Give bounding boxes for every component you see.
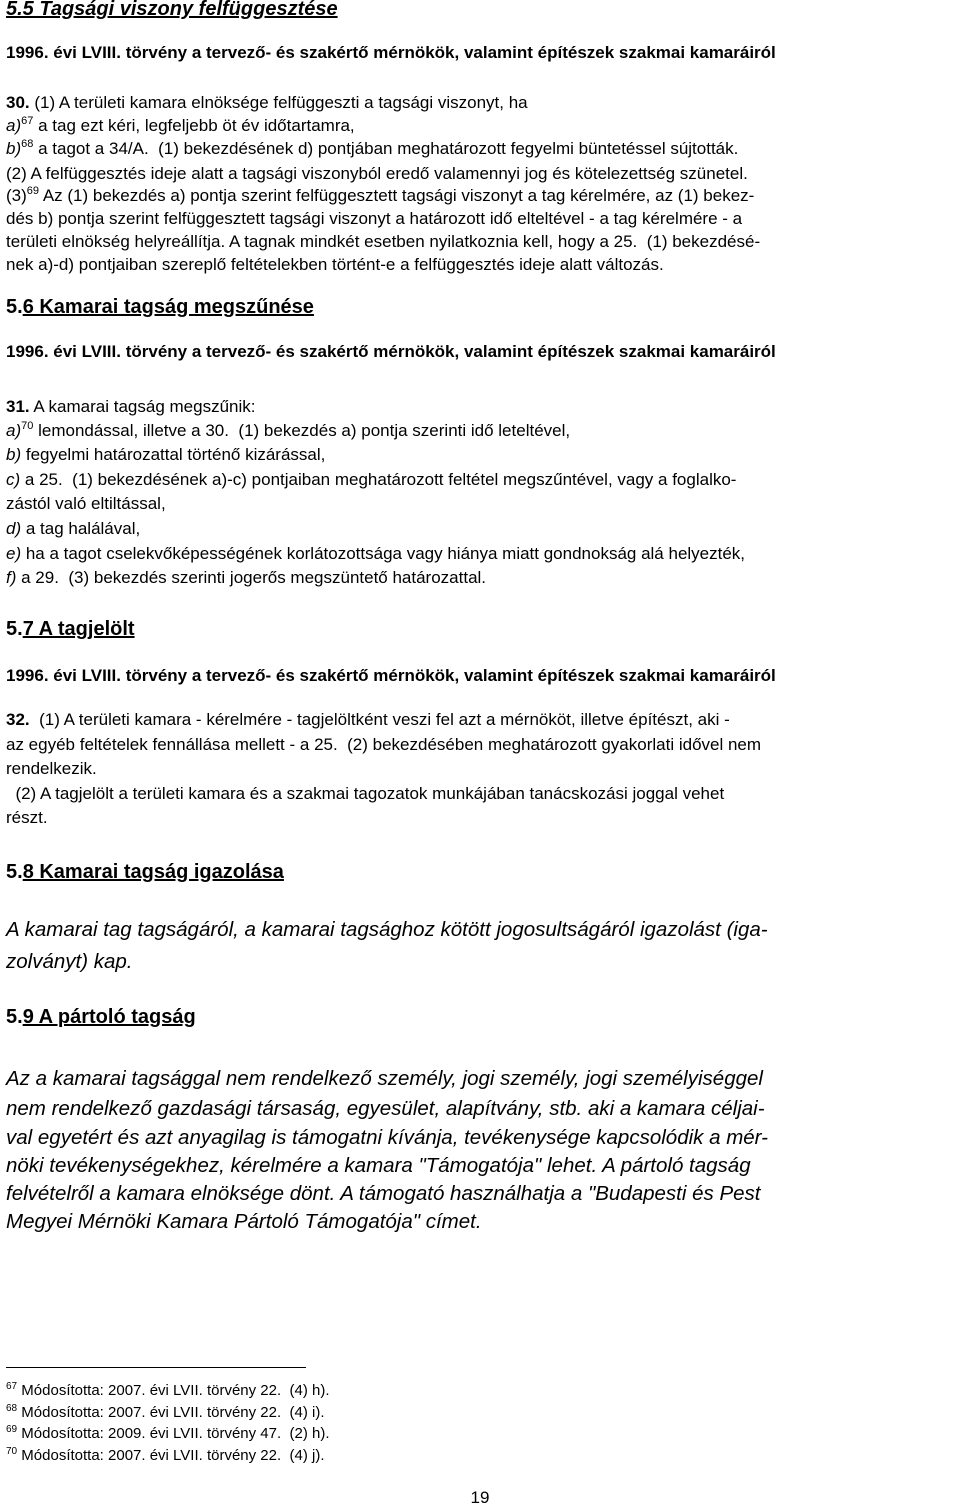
- paragraph-32-line4: (2) A tagjelölt a területi kamara és a szakmai tagozatok munkájában tanácskozási joggal vehet: [6, 784, 725, 803]
- item-text: fegyelmi határozattal történő kizárással,: [21, 445, 326, 464]
- law-citation: 1996. évi LVIII. törvény a tervező- és szakértő mérnökök, valamint építészek szakmai kamaráiról: [6, 342, 776, 361]
- section-num: 5.: [6, 1006, 23, 1028]
- item-text: a tag halálával,: [21, 519, 141, 538]
- section-5-9-line4: nöki tevékenységekhez, kérelmére a kamara "Támogatója" lehet. A pártoló tagság: [6, 1154, 751, 1177]
- paragraph-32-line5: részt.: [6, 808, 48, 827]
- paragraph-text: (1) A területi kamara elnöksége felfüggeszti a tagsági viszonyt, ha: [29, 93, 528, 112]
- item-text: a tag ezt kéri, legfeljebb öt év időtartamra,: [33, 116, 355, 135]
- footnote-ref[interactable]: 70: [21, 420, 34, 432]
- section-5-9-line1: Az a kamarai tagsággal nem rendelkező személy, jogi személy, jogi személyiséggel: [6, 1067, 763, 1090]
- list-item-c-cont: zástól való eltiltással,: [6, 494, 166, 513]
- section-num: 5.: [6, 861, 23, 883]
- page-number: 19: [470, 1488, 490, 1507]
- item-label: e): [6, 544, 22, 563]
- paragraph-number: 30.: [6, 93, 30, 112]
- section-title: 6 Kamarai tagság megszűnése: [22, 296, 314, 318]
- item-label: b): [6, 445, 22, 464]
- item-text: a 25. (1) bekezdésének a)-c) pontjaiban meghatározott feltétel megszűntével, vagy a foglalko-: [20, 470, 737, 489]
- paragraph-text: (1) A területi kamara - kérelmére - tagjelöltként veszi fel azt a mérnököt, illetve építészt, aki -: [29, 710, 730, 729]
- paragraph-text: A kamarai tagság megszűnik:: [29, 397, 256, 416]
- section-5-8-line1: A kamarai tag tagságáról, a kamarai tagsághoz kötött jogosultságáról igazolást (iga-: [6, 918, 768, 941]
- footnote-ref[interactable]: 67: [21, 115, 34, 127]
- item-text: ha a tagot cselekvőképességének korlátozottsága vagy hiánya miatt gondnokság alá helyezték,: [21, 544, 746, 563]
- law-citation: 1996. évi LVIII. törvény a tervező- és szakértő mérnökök, valamint építészek szakmai kamaráiról: [6, 666, 776, 685]
- section-5-9-line2: nem rendelkező gazdasági társaság, egyesület, alapítvány, stb. aki a kamara céljai-: [6, 1097, 765, 1120]
- footnote-text: Módosította: 2007. évi LVII. törvény 22. (4) j).: [17, 1447, 325, 1464]
- paragraph-30-2: (2) A felfüggesztés ideje alatt a tagsági viszonyból eredő valamennyi jog és kötelezettség szünetel.: [6, 164, 748, 183]
- para-text: Az (1) bekezdés a) pontja szerint felfüggesztett tagsági viszonyt a tag kérelmére, az (1) bekez-: [39, 186, 755, 205]
- section-5-7-heading: [6, 618, 954, 640]
- footnote-number: 68: [6, 1403, 18, 1414]
- paragraph-32-line2: az egyéb feltételek fennállása mellett - a 25. (2) bekezdésében meghatározott gyakorlati idővel nem: [6, 735, 762, 754]
- footnote-ref[interactable]: 68: [21, 138, 34, 150]
- paragraph-number: 31.: [6, 397, 30, 416]
- item-label: f): [6, 568, 17, 587]
- footnote-number: 70: [6, 1446, 18, 1457]
- section-5-9-line5: felvételről a kamara elnöksége dönt. A támogató használhatja a "Budapesti és Pest: [6, 1182, 761, 1205]
- item-text: lemondással, illetve a 30. (1) bekezdés a) pontja szerinti idő leteltével,: [33, 421, 571, 440]
- paragraph-30-intro: [6, 92, 954, 114]
- law-citation: 1996. évi LVIII. törvény a tervező- és szakértő mérnökök, valamint építészek szakmai kamaráiról: [6, 43, 776, 62]
- paragraph-30-3-line3: területi elnökség helyreállítja. A tagnak mindkét esetben nyilatkoznia kell, hogy a 25. (1) bekezdésé-: [6, 232, 761, 251]
- list-item-a: [6, 420, 954, 442]
- section-title: 7 A tagjelölt: [22, 618, 135, 640]
- item-text: a tagot a 34/A. (1) bekezdésének d) pontjában meghatározott fegyelmi büntetéssel sújtották.: [33, 139, 739, 158]
- list-item-e: [6, 543, 954, 565]
- item-label: b): [6, 139, 22, 158]
- paragraph-32-line3: rendelkezik.: [6, 759, 97, 778]
- footnote-68: [6, 1404, 325, 1422]
- list-item-f: [6, 567, 954, 589]
- section-title: 9 A pártoló tagság: [22, 1006, 196, 1028]
- item-label: d): [6, 519, 22, 538]
- section-5-9-heading: [6, 1006, 954, 1028]
- footnote-text: Módosította: 2007. évi LVII. törvény 22. (4) i).: [17, 1404, 325, 1421]
- para-num: (3): [6, 186, 27, 205]
- section-num: 5.: [6, 296, 23, 318]
- footnote-69: [6, 1425, 330, 1443]
- list-item-b: [6, 444, 954, 466]
- item-label: c): [6, 470, 21, 489]
- section-5-9-line3: val egyetért és azt anyagilag is támogatni kívánja, tevékenysége kapcsolódik a mér-: [6, 1126, 768, 1149]
- section-title: 8 Kamarai tagság igazolása: [22, 861, 284, 883]
- footnote-separator: [6, 1367, 306, 1368]
- footnote-ref[interactable]: 69: [26, 185, 40, 197]
- paragraph-30-3-line2: dés b) pontja szerint felfüggesztett tagsági viszonyt a határozott idő elteltével - a tag kérelmére - a: [6, 209, 743, 228]
- paragraph-32-line1: [6, 709, 954, 731]
- footnote-number: 69: [6, 1424, 18, 1435]
- footnote-text: Módosította: 2009. évi LVII. törvény 47. (2) h).: [17, 1425, 330, 1442]
- paragraph-30-3-line4: nek a)-d) pontjaiban szereplő feltételekben történt-e a felfüggesztés ideje alatt változás.: [6, 255, 664, 274]
- item-label: a): [6, 421, 22, 440]
- paragraph-31-intro: [6, 396, 954, 418]
- paragraph-30-3-line1: [6, 185, 954, 207]
- item-text: a 29. (3) bekezdés szerinti jogerős megszüntető határozattal.: [16, 568, 487, 587]
- footnote-text: Módosította: 2007. évi LVII. törvény 22. (4) h).: [17, 1382, 330, 1399]
- list-item-a: [6, 115, 954, 137]
- footnote-67: [6, 1382, 330, 1400]
- section-5-9-line6: Megyei Mérnöki Kamara Pártoló Támogatója" címet.: [6, 1210, 482, 1233]
- section-5-8-heading: [6, 861, 954, 883]
- list-item-b: [6, 138, 954, 160]
- list-item-c: [6, 469, 954, 491]
- footnote-number: 67: [6, 1381, 18, 1392]
- footnote-70: [6, 1447, 325, 1465]
- paragraph-number: 32.: [6, 710, 30, 729]
- section-5-8-line2: zolványt) kap.: [6, 950, 133, 973]
- list-item-d: [6, 518, 954, 540]
- section-5-5-heading: 5.5 Tagsági viszony felfüggesztése: [6, 0, 338, 20]
- item-label: a): [6, 116, 22, 135]
- section-num: 5.: [6, 618, 23, 640]
- section-5-6-heading: [6, 296, 954, 318]
